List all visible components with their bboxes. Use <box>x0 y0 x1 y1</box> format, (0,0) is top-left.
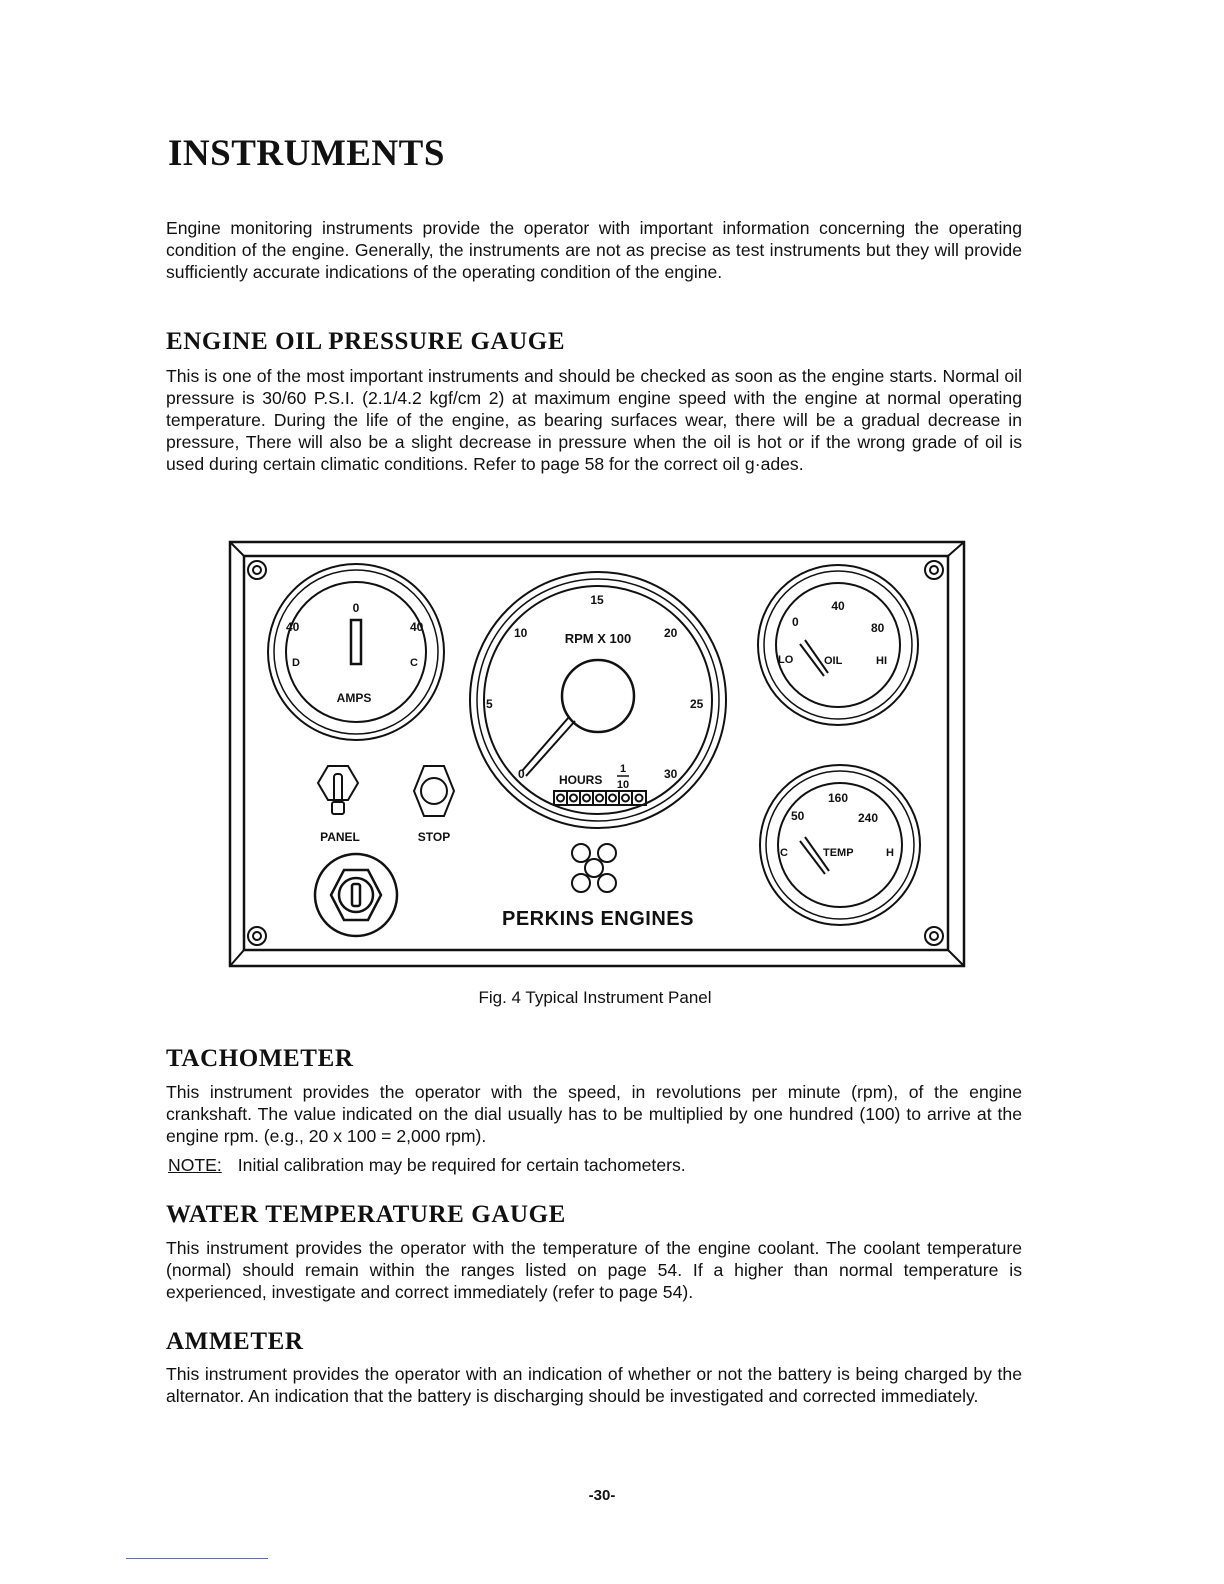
oil-tick-80: 80 <box>871 621 885 635</box>
hour-meter-label: HOURS <box>559 773 603 787</box>
intro-paragraph: Engine monitoring instruments provide the operator with important information concerning the operating condition of the engine. Generally, the instruments are not as precise as test instruments but they will provide sufficiently accurate indications of the operating condition of the engine. <box>166 218 1022 282</box>
footer-rule <box>126 1558 268 1559</box>
tach-tick-20: 20 <box>664 626 678 640</box>
stop-button-label: STOP <box>417 830 451 844</box>
note-text: Initial calibration may be required for certain tachometers. <box>237 1155 686 1175</box>
panel-switch-label: PANEL <box>320 830 360 844</box>
hour-meter-counter <box>554 791 646 805</box>
temp-tick-160: 160 <box>827 791 849 805</box>
instrument-panel-figure <box>228 540 968 970</box>
oil-high-label: HI <box>876 655 887 667</box>
panel-switch-icon <box>318 766 358 814</box>
tachometer-paragraph: This instrument provides the operator with the speed, in revolutions per minute (rpm), of the engine crankshaft. The value indicated on the dial usually has to be multiplied by one hundred (100) to arrive at the engine rpm. (e.g., 20 x 100 = 2,000 rpm). <box>166 1082 1022 1146</box>
oil-pressure-paragraph: This is one of the most important instruments and should be checked as soon as the engine starts. Normal oil pressure is 30/60 P.S.I. (2.1/4.2 kgf/cm 2) at maximum engine speed with the engine at normal operating temperature. During the life of the engine, as bearing surfaces wear, there will be a gradual decrease in pressure, There will also be a slight decrease in pressure when the oil is hot or if the wrong grade of oil is used during certain climatic conditions. Refer to page 58 for the correct oil g·ades. <box>166 366 1022 474</box>
oil-pressure-gauge <box>758 565 918 725</box>
hour-meter-fraction-denominator: 10 <box>616 779 630 791</box>
ammeter-tick-0: 0 <box>352 601 360 615</box>
water-temperature-paragraph: This instrument provides the operator with the temperature of the engine coolant. The coolant temperature (normal) should remain within the ranges listed on page 54. If a higher than normal temperature is experienced, investigate and correct immediately (refer to page 54). <box>166 1238 1022 1302</box>
temp-tick-240: 240 <box>858 811 879 825</box>
water-temperature-heading: WATER TEMPERATURE GAUGE <box>166 1201 566 1228</box>
tach-label: RPM X 100 <box>564 631 632 646</box>
ammeter-tick-left-40: 40 <box>286 620 300 634</box>
oil-pressure-heading: ENGINE OIL PRESSURE GAUGE <box>166 328 566 355</box>
screw-icon <box>248 561 266 579</box>
tach-tick-15: 15 <box>590 593 604 607</box>
note-label: NOTE: <box>168 1155 222 1175</box>
page-number: -30- <box>588 1487 616 1504</box>
tach-tick-10: 10 <box>514 626 528 640</box>
screw-icon <box>925 927 943 945</box>
tachometer-heading: TACHOMETER <box>166 1045 354 1072</box>
water-temperature-gauge <box>760 765 920 925</box>
tach-tick-30: 30 <box>664 767 678 781</box>
ammeter-needle <box>351 620 361 664</box>
tach-tick-0: 0 <box>518 767 525 781</box>
ammeter-charge-c: C <box>410 657 418 669</box>
figure-caption: Fig. 4 Typical Instrument Panel <box>478 988 712 1007</box>
ammeter-heading: AMMETER <box>166 1328 304 1355</box>
page-title: INSTRUMENTS <box>168 133 445 174</box>
key-switch-icon <box>315 854 397 936</box>
panel-inner-frame <box>244 556 948 950</box>
screw-icon <box>925 561 943 579</box>
perkins-logo-icon <box>572 844 616 892</box>
oil-label: OIL <box>824 655 843 667</box>
oil-tick-0: 0 <box>792 615 799 629</box>
ammeter-paragraph: This instrument provides the operator with an indication of whether or not the battery is being charged by the alternator. An indication that the battery is discharging should be investigated and corrected immediately. <box>166 1364 1022 1406</box>
panel-bevel-tl <box>230 542 244 556</box>
ammeter-label: AMPS <box>336 691 372 705</box>
tachometer-gauge <box>470 572 726 828</box>
screw-icon <box>248 927 266 945</box>
ammeter-discharge-d: D <box>292 657 300 669</box>
oil-low-label: LO <box>778 654 794 666</box>
tach-tick-25: 25 <box>690 697 704 711</box>
temp-cold-label: C <box>780 847 788 859</box>
panel-bevel-bl <box>230 950 244 966</box>
temp-label: TEMP <box>823 847 854 859</box>
brand-name: PERKINS ENGINES <box>502 908 694 930</box>
tachometer-needle <box>522 717 575 776</box>
temp-tick-50: 50 <box>791 809 805 823</box>
temp-hot-label: H <box>886 847 894 859</box>
stop-button-icon <box>414 766 454 816</box>
panel-bevel-br <box>948 950 964 966</box>
oil-tick-40: 40 <box>831 599 845 613</box>
hour-meter-fraction-numerator: 1 <box>619 763 627 775</box>
ammeter-tick-right-40: 40 <box>410 620 424 634</box>
tachometer-note <box>168 1154 686 1176</box>
panel-bevel-tr <box>948 542 964 556</box>
tach-tick-5: 5 <box>486 697 493 711</box>
ammeter-gauge <box>268 564 444 740</box>
